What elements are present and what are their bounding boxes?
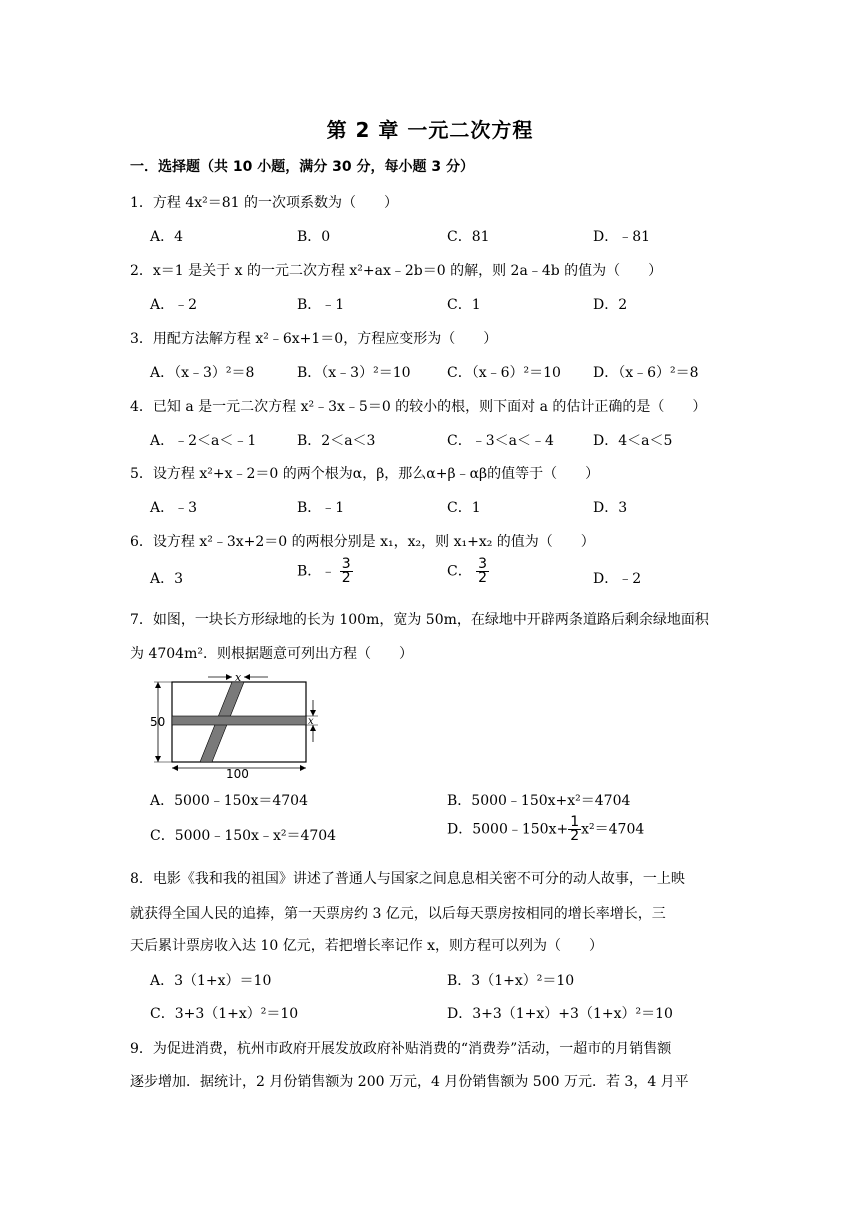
top-x-label: x	[235, 672, 242, 684]
q6-option-c-prefix: C．	[447, 563, 472, 580]
q7-option-c: C．5000﹣150x﹣x²＝4704	[150, 828, 337, 844]
question-5-stem: 5．设方程 x²+x﹣2＝0 的两个根为α，β，那么α+β﹣αβ的值等于（ ）	[130, 466, 600, 482]
fraction-numerator: 3	[478, 556, 488, 572]
question-9-stem-line1: 9．为促进消费，杭州市政府开展发放政府补贴消费的“消费券”活动，一超市的月销售额	[130, 1041, 672, 1057]
q1-option-b: B．0	[297, 229, 331, 245]
fraction	[340, 558, 353, 585]
section-heading: 一．选择题（共 10 小题，满分 30 分，每小题 3 分）	[130, 159, 474, 175]
height-label: 50	[150, 715, 166, 729]
q3-option-b: B．（x﹣3）²＝10	[297, 365, 411, 381]
q5-option-c: C．1	[447, 500, 481, 516]
q5-option-a: A．﹣3	[150, 500, 198, 516]
question-1-stem: 1．方程 4x²＝81 的一次项系数为（ ）	[130, 195, 399, 211]
question-3-stem: 3．用配方法解方程 x²﹣6x+1＝0，方程应变形为（ ）	[130, 331, 498, 347]
q7-rectangle-figure	[148, 672, 328, 780]
width-label: 100	[226, 767, 249, 780]
q4-option-d: D．4＜a＜5	[593, 433, 673, 449]
question-8-stem-line3: 天后累计票房收入达 10 亿元，若把增长率记作 x，则方程可以列为（ ）	[130, 938, 604, 954]
question-4-stem: 4．已知 a 是一元二次方程 x²﹣3x﹣5＝0 的较小的根，则下面对 a 的估计正确的是（ ）	[130, 399, 707, 415]
q2-option-b: B．﹣1	[297, 297, 345, 313]
fraction-denominator: 2	[570, 828, 580, 844]
q2-option-d: D．2	[593, 297, 628, 313]
q1-option-a: A．4	[150, 229, 184, 245]
question-8-stem-line1: 8．电影《我和我的祖国》讲述了普通人与国家之间息息相关密不可分的动人故事，一上映	[130, 871, 685, 887]
q4-option-c: C．﹣3＜a＜﹣4	[447, 433, 554, 449]
question-6-stem: 6．设方程 x²﹣3x+2＝0 的两根分别是 x₁，x₂，则 x₁+x₂ 的值为（ ）	[130, 534, 595, 550]
question-2-stem: 2．x＝1 是关于 x 的一元二次方程 x²+ax﹣2b＝0 的解，则 2a﹣4b 的值为（ ）	[130, 263, 663, 279]
q7-option-a: A．5000﹣150x＝4704	[150, 793, 308, 809]
q3-option-a: A．（x﹣3）²＝8	[150, 365, 255, 381]
question-9-stem-line2: 逐步增加．据统计，2 月份销售额为 200 万元，4 月份销售额为 500 万元．若 3，4 月平	[130, 1074, 689, 1090]
q6-option-a: A．3	[150, 571, 184, 587]
q4-option-a: A．﹣2＜a＜﹣1	[150, 433, 257, 449]
q5-option-b: B．﹣1	[297, 500, 345, 516]
q6-option-b	[297, 558, 353, 585]
q7-option-d	[447, 816, 644, 843]
q8-option-c: C．3+3（1+x）²＝10	[150, 1006, 299, 1022]
q1-option-c: C．81	[447, 229, 490, 245]
q7-option-d-prefix: D．5000﹣150x+	[447, 821, 569, 838]
fraction-numerator: 1	[570, 814, 580, 830]
q3-option-d: D．（x﹣6）²＝8	[593, 365, 699, 381]
question-7-stem-line2: 为 4704m²．则根据题意可列出方程（ ）	[130, 646, 413, 662]
q6-option-b-prefix: B．﹣	[297, 563, 336, 580]
q7-figure-svg	[148, 672, 328, 780]
q7-option-b: B．5000﹣150x+x²＝4704	[447, 793, 631, 809]
q3-option-c: C．（x﹣6）²＝10	[447, 365, 561, 381]
fraction-denominator: 2	[478, 570, 488, 586]
q8-option-b: B．3（1+x）²＝10	[447, 973, 575, 989]
question-8-stem-line2: 就获得全国人民的追捧，第一天票房约 3 亿元，以后每天票房按相同的增长率增长，三	[130, 906, 666, 922]
q1-option-d: D．﹣81	[593, 229, 651, 245]
fraction	[476, 558, 489, 585]
q8-option-d: D．3+3（1+x）+3（1+x）²＝10	[447, 1006, 673, 1022]
fraction-numerator: 3	[341, 556, 351, 572]
q2-option-c: C．1	[447, 297, 481, 313]
q8-option-a: A．3（1+x）＝10	[150, 973, 272, 989]
question-7-stem-line1: 7．如图，一块长方形绿地的长为 100m，宽为 50m，在绿地中开辟两条道路后剩余绿地面积	[130, 612, 709, 628]
q2-option-a: A．﹣2	[150, 297, 198, 313]
fraction-denominator: 2	[341, 570, 351, 586]
q5-option-d: D．3	[593, 500, 628, 516]
chapter-title: 第 2 章 一元二次方程	[326, 118, 534, 142]
fraction	[568, 816, 581, 843]
q6-option-d: D．﹣2	[593, 571, 642, 587]
right-x-label: x	[308, 716, 314, 727]
q6-option-c	[447, 558, 489, 585]
q7-option-d-suffix: x²＝4704	[581, 821, 645, 838]
q4-option-b: B．2＜a＜3	[297, 433, 376, 449]
horizontal-road	[172, 716, 306, 725]
